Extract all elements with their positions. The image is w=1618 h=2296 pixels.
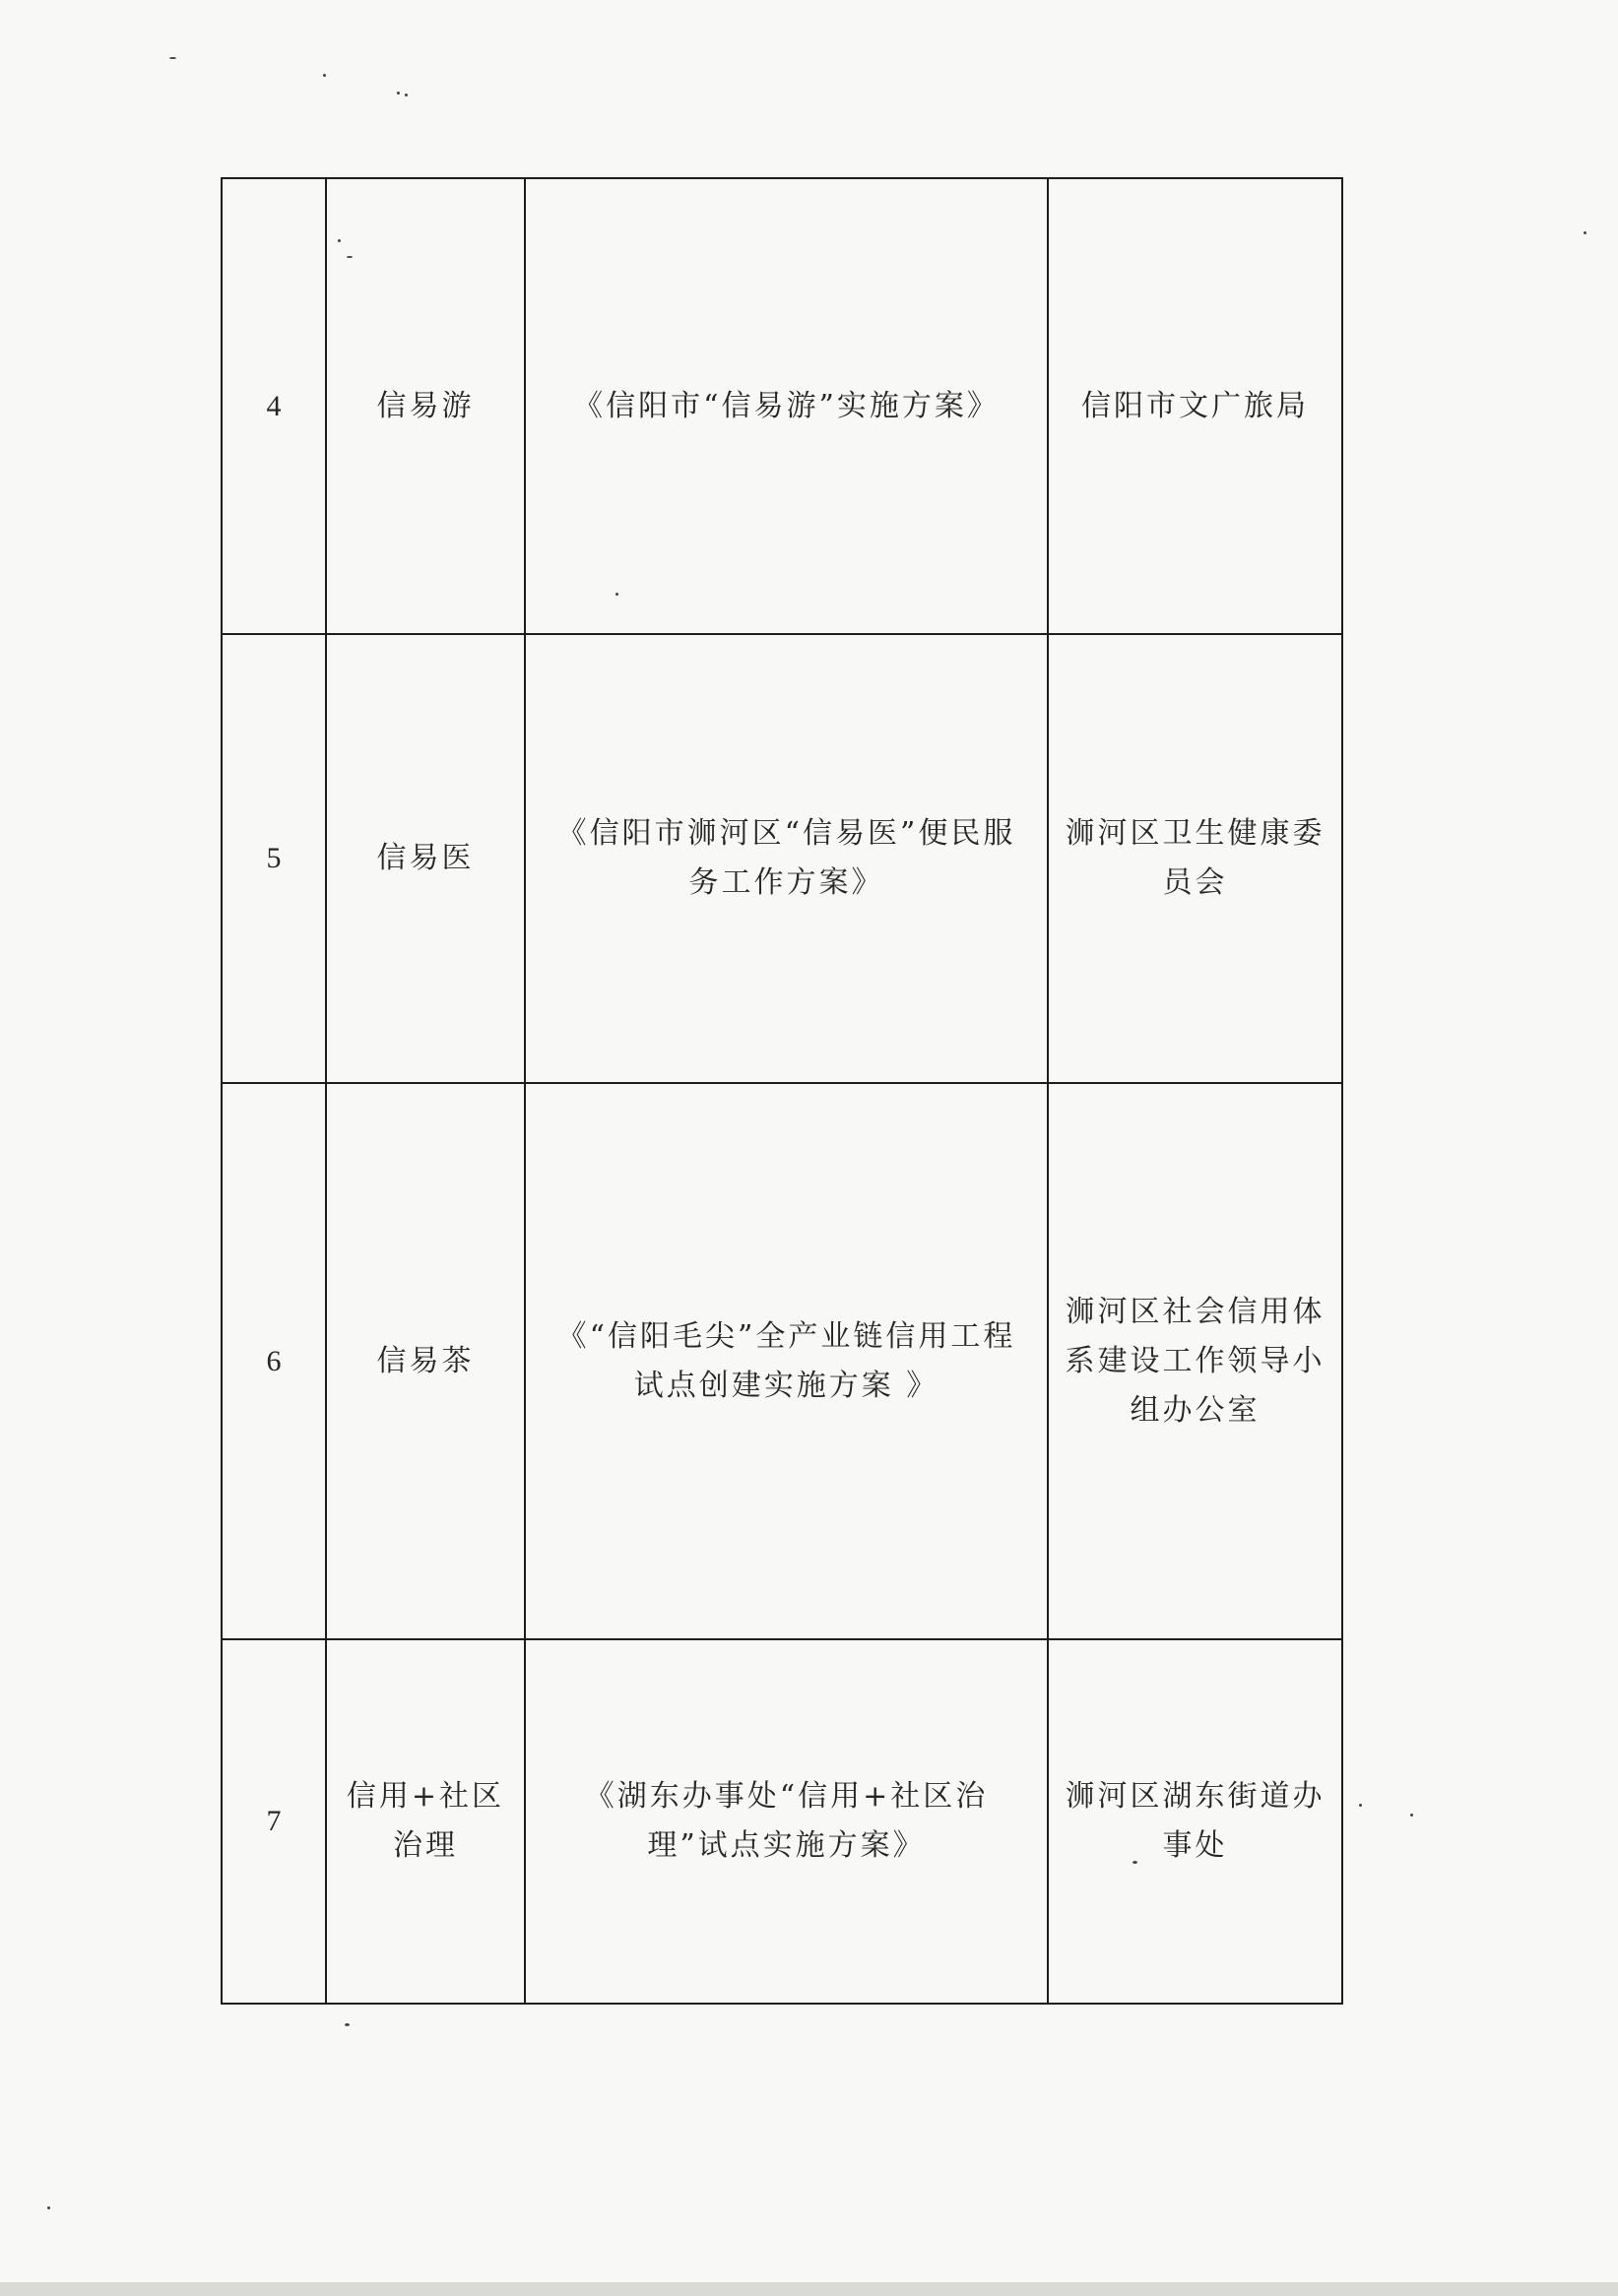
scan-speck: [1133, 1861, 1137, 1864]
table-row: [222, 1083, 1342, 1639]
table-row: [222, 1639, 1342, 2004]
scan-speck: [615, 593, 618, 596]
plan-document: 《湖东办事处“信用+社区治理”试点实施方案》: [525, 1639, 1048, 2004]
plan-document: 《信阳市浉河区“信易医”便民服务工作方案》: [525, 634, 1048, 1083]
scan-speck: [347, 256, 353, 258]
table-row: [222, 634, 1342, 1083]
project-name: 信易医: [326, 634, 525, 1083]
plan-document: 《信阳市“信易游”实施方案》: [525, 178, 1048, 634]
responsible-department: 浉河区湖东街道办事处: [1048, 1639, 1342, 2004]
project-name: 信易游: [326, 178, 525, 634]
row-number: 6: [222, 1083, 326, 1639]
row-number: 4: [222, 178, 326, 634]
scan-edge: [0, 2282, 1618, 2296]
scan-speck: [1410, 1814, 1413, 1817]
scan-speck: [47, 2206, 50, 2209]
project-name: 信用+社区治理: [326, 1639, 525, 2004]
scan-speck: [169, 57, 176, 59]
scan-speck: [345, 2023, 350, 2026]
responsible-department: 信阳市文广旅局: [1048, 178, 1342, 634]
project-name: 信易茶: [326, 1083, 525, 1639]
scan-speck: [323, 74, 326, 77]
project-table: [221, 177, 1343, 2005]
scan-speck: [338, 239, 341, 242]
table-row: [222, 178, 1342, 634]
row-number: 5: [222, 634, 326, 1083]
scan-speck: [397, 92, 400, 95]
scan-speck: [1584, 231, 1586, 234]
scan-speck: [405, 94, 408, 96]
row-number: 7: [222, 1639, 326, 2004]
scan-speck: [1359, 1804, 1362, 1807]
responsible-department: 浉河区卫生健康委员会: [1048, 634, 1342, 1083]
responsible-department: 浉河区社会信用体系建设工作领导小组办公室: [1048, 1083, 1342, 1639]
plan-document: 《“信阳毛尖”全产业链信用工程试点创建实施方案 》: [525, 1083, 1048, 1639]
